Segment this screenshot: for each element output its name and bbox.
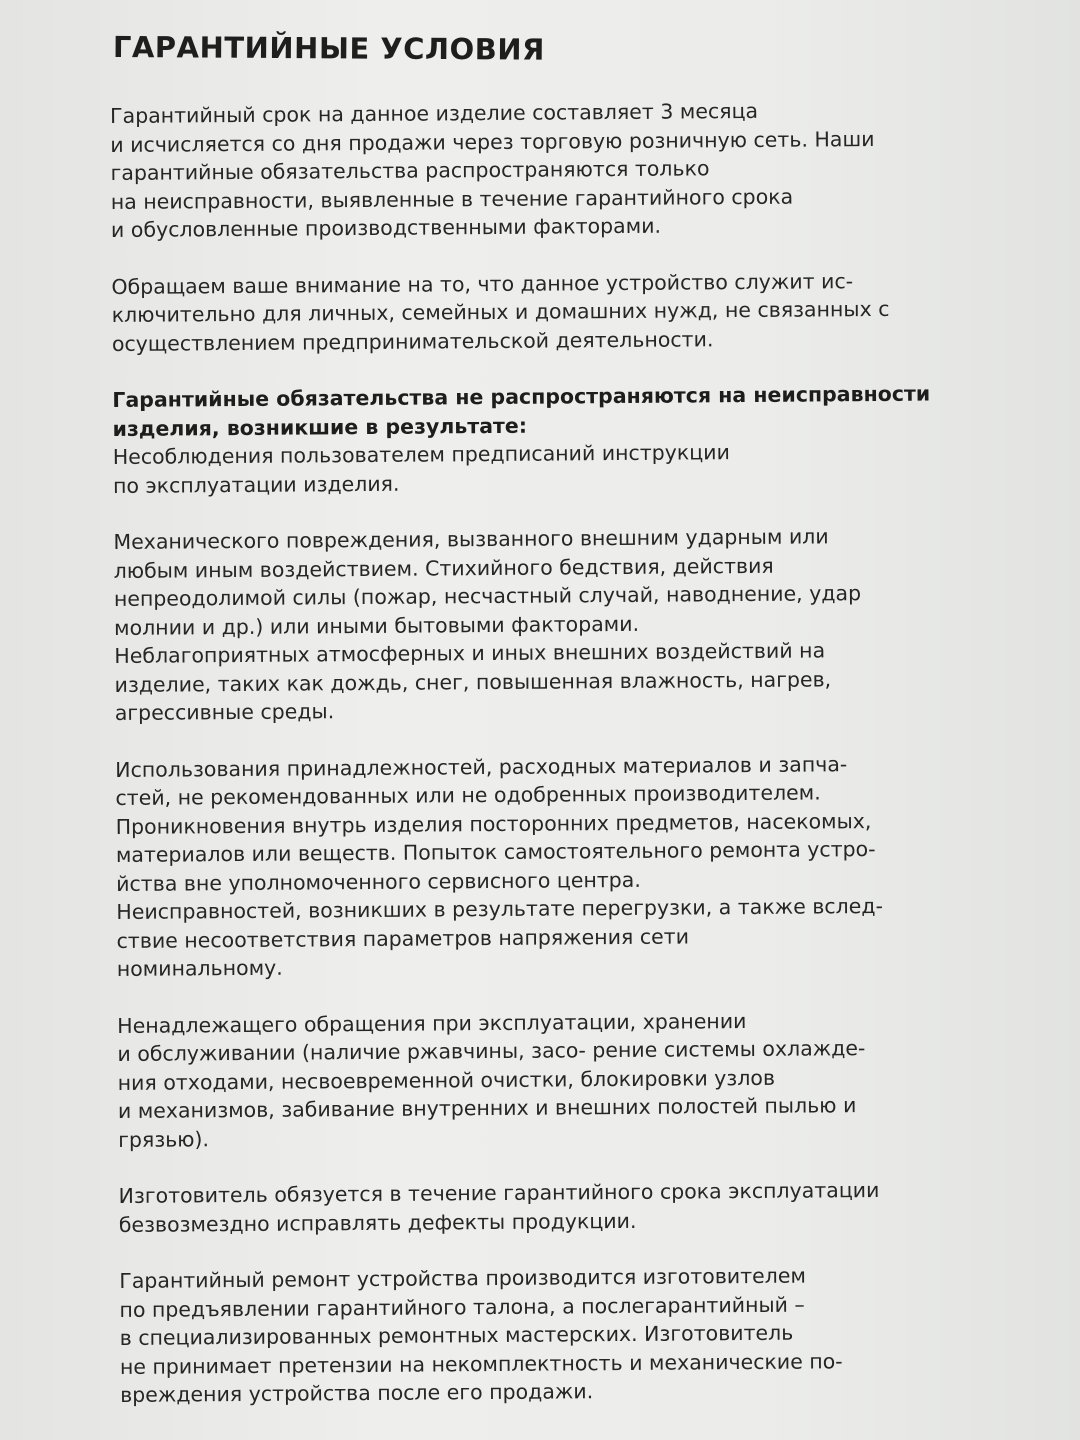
paragraph-line: вреждения устройства после его продажи. — [120, 1379, 594, 1407]
paragraph-line: грязью). — [118, 1126, 210, 1152]
paragraph-line: ствие несоответствия параметров напряжения сети — [116, 923, 690, 953]
paragraph-line: Неисправностей, возникших в результате перегрузки, а также вслед- — [116, 893, 884, 924]
paragraph-line: Несоблюдения пользователем предписаний инструкции — [112, 440, 730, 469]
paragraph-line: Изготовитель обязуется в течение гарантийного срока эксплуатации — [118, 1177, 880, 1208]
paragraph — [119, 1260, 1020, 1410]
paragraph-line: безвозмездно исправлять дефекты продукции. — [118, 1208, 637, 1237]
paragraph-line: и исчисляется со дня продажи через торговую розничную сеть. Наши — [110, 126, 875, 157]
paragraph-line: осуществлением предпринимательской деятельности. — [111, 326, 714, 356]
paragraph-line: Проникновения внутрь изделия посторонних предметов, насекомых, — [115, 808, 872, 839]
paragraph-line: агрессивные среды. — [114, 699, 335, 725]
paragraph-line: в специализированных ремонтных мастерских. Изготовитель — [119, 1320, 794, 1350]
paragraph-line: Механического повреждения, вызванного внешним ударным или — [113, 524, 829, 554]
paragraph-line: Гарантийный ремонт устройства производится изготовителем — [119, 1263, 807, 1293]
paragraph-line: и обусловленные производственными факторами. — [110, 213, 662, 242]
paragraph-heading-line: Гарантийные обязательства не распространяются на неисправности — [112, 381, 931, 412]
paragraph-line: гарантийные обязательства распространяются только — [110, 156, 710, 185]
paragraph-line: по предъявлении гарантийного талона, а послегарантийный – — [119, 1292, 805, 1322]
paragraph-line: по эксплуатации изделия. — [112, 471, 400, 498]
paragraph-line: Ненадлежащего обращения при эксплуатации, хранении — [117, 1008, 747, 1038]
paragraph — [110, 95, 1011, 245]
paragraph — [118, 1175, 1018, 1239]
paragraph-line: непреодолимой силы (пожар, несчастный случай, наводнение, удар — [113, 581, 862, 611]
paragraph-line: Неблагоприятных атмосферных и иных внешних воздействий на — [114, 638, 826, 668]
paragraph-line: и обслуживании (наличие ржавчины, засо- рение системы охлажде- — [117, 1036, 866, 1066]
document-body — [110, 95, 1020, 1438]
paragraph-line: не принимает претензии на некомплектность и механические по- — [119, 1348, 843, 1379]
paragraph-line: ния отходами, несвоевременной очистки, блокировки узлов — [117, 1065, 776, 1095]
paragraph-line: материалов или веществ. Попыток самостоятельного ремонта устро- — [115, 837, 876, 867]
paragraph-line: Гарантийный срок на данное изделие составляет 3 месяца — [110, 98, 759, 128]
paragraph-line: номинальному. — [116, 955, 283, 981]
paragraph-line: ключительно для личных, семейных и домашних нужд, не связанных с — [111, 296, 890, 327]
paragraph — [113, 521, 1015, 728]
paragraph-line: молнии и др.) или иными бытовыми факторами. — [114, 611, 640, 640]
paragraph-line: стей, не рекомендованных или не одобренных производителем. — [115, 780, 821, 810]
paragraph-line: любым иным воздействием. Стихийного бедствия, действия — [113, 553, 774, 583]
paragraph-line: на неисправности, выявленные в течение гарантийного срока — [110, 184, 794, 214]
paragraph-line: и механизмов, забивание внутренних и внешних полостей пылью и — [117, 1093, 857, 1123]
paragraph-line: йства вне уполномоченного сервисного центра. — [116, 867, 641, 896]
paragraph — [112, 379, 1013, 500]
paragraph-line: изделие, таких как дождь, снег, повышенная влажность, нагрев, — [114, 666, 832, 697]
paragraph-line: Использования принадлежностей, расходных материалов и запча- — [115, 751, 848, 782]
paragraph — [115, 748, 1017, 983]
paragraph — [117, 1004, 1018, 1154]
paragraph — [111, 265, 1012, 358]
paragraph-heading-line: изделия, возникшие в результате: — [112, 413, 528, 441]
document-title: ГАРАНТИЙНЫЕ УСЛОВИЯ — [112, 30, 546, 67]
paragraph-line: Обращаем ваше внимание на то, что данное устройство служит ис- — [111, 268, 854, 299]
